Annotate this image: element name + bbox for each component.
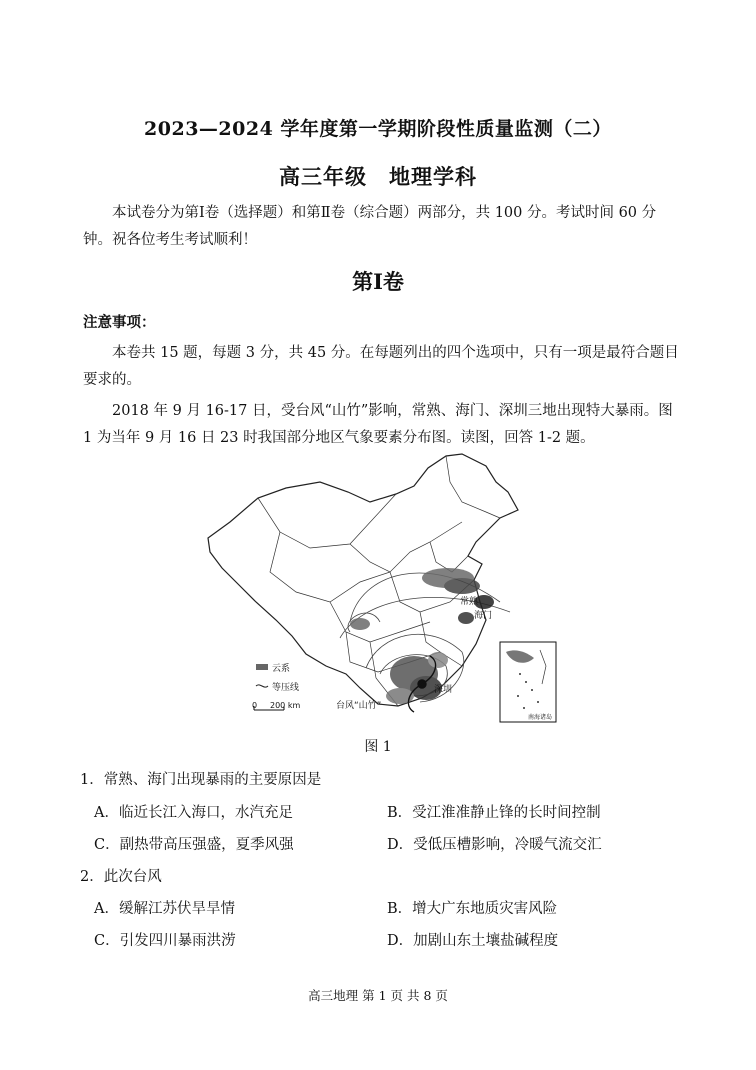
question-2-option-d: D．加剧山东土壤盐碱程度: [387, 933, 559, 949]
question-1-stem: 1．常熟、海门出现暴雨的主要原因是: [80, 772, 322, 788]
question-1-option-d: D．受低压槽影响，冷暖气流交汇: [387, 837, 602, 853]
notes-label: 注意事项：: [83, 314, 156, 331]
question-2-stem: 2．此次台风: [80, 869, 162, 885]
question-2-option-c: C．引发四川暴雨洪涝: [94, 933, 236, 949]
question-1-option-b: B．受江淮准静止锋的长时间控制: [387, 805, 601, 821]
label-haimen: 海门: [474, 611, 493, 621]
inset-map: [500, 642, 556, 722]
notes-text: 本卷共 15 题，每题 3 分，共 45 分。在每题列出的四个选项中，只有一项是最符合题目要求的。: [83, 345, 679, 388]
exam-intro: 本试卷分为第Ⅰ卷（选择题）和第Ⅱ卷（综合题）两部分，共 100 分。考试时间 60 分钟。祝各位考生考试顺利！: [83, 205, 657, 248]
question-2-option-b: B．增大广东地质灾害风险: [387, 901, 558, 917]
map-legend: [252, 662, 300, 710]
scale-label: 200 km: [270, 701, 301, 710]
label-changshu: 常熟: [460, 597, 479, 607]
scale-zero: 0: [252, 701, 258, 710]
label-typhoon: 台风“山竹”: [336, 701, 382, 711]
question-1-option-c: C．副热带高压强盛，夏季风强: [94, 837, 294, 853]
question-material: 2018 年 9 月 16-17 日，受台风“山竹”影响，常熟、海门、深圳三地出现特大暴雨。图 1 为当年 9 月 16 日 23 时我国部分地区气象要素分布图。读图，回答 1-2 题。: [83, 403, 673, 446]
question-1-option-a: A．临近长江入海口，水汽充足: [94, 805, 293, 821]
question-2-option-a: A．缓解江苏伏旱旱情: [94, 901, 235, 917]
legend-cloud-swatch: [256, 664, 268, 670]
label-shenzhen: 深圳: [434, 685, 453, 695]
volume-title: 第Ⅰ卷: [352, 269, 404, 294]
legend-cloud-label: 云系: [272, 664, 291, 674]
page-footer: 高三地理 第 1 页 共 8 页: [308, 988, 448, 1003]
legend-isobar-swatch: [256, 685, 268, 687]
weather-map-figure: [200, 452, 560, 730]
exam-subtitle: 高三年级 地理学科: [279, 164, 477, 189]
figure-caption: 图 1: [364, 739, 392, 755]
exam-title: 2023—2024 学年度第一学期阶段性质量监测（二）: [144, 118, 612, 140]
inset-label: 南海诸岛: [528, 714, 553, 721]
legend-isobar-label: 等压线: [272, 683, 300, 693]
